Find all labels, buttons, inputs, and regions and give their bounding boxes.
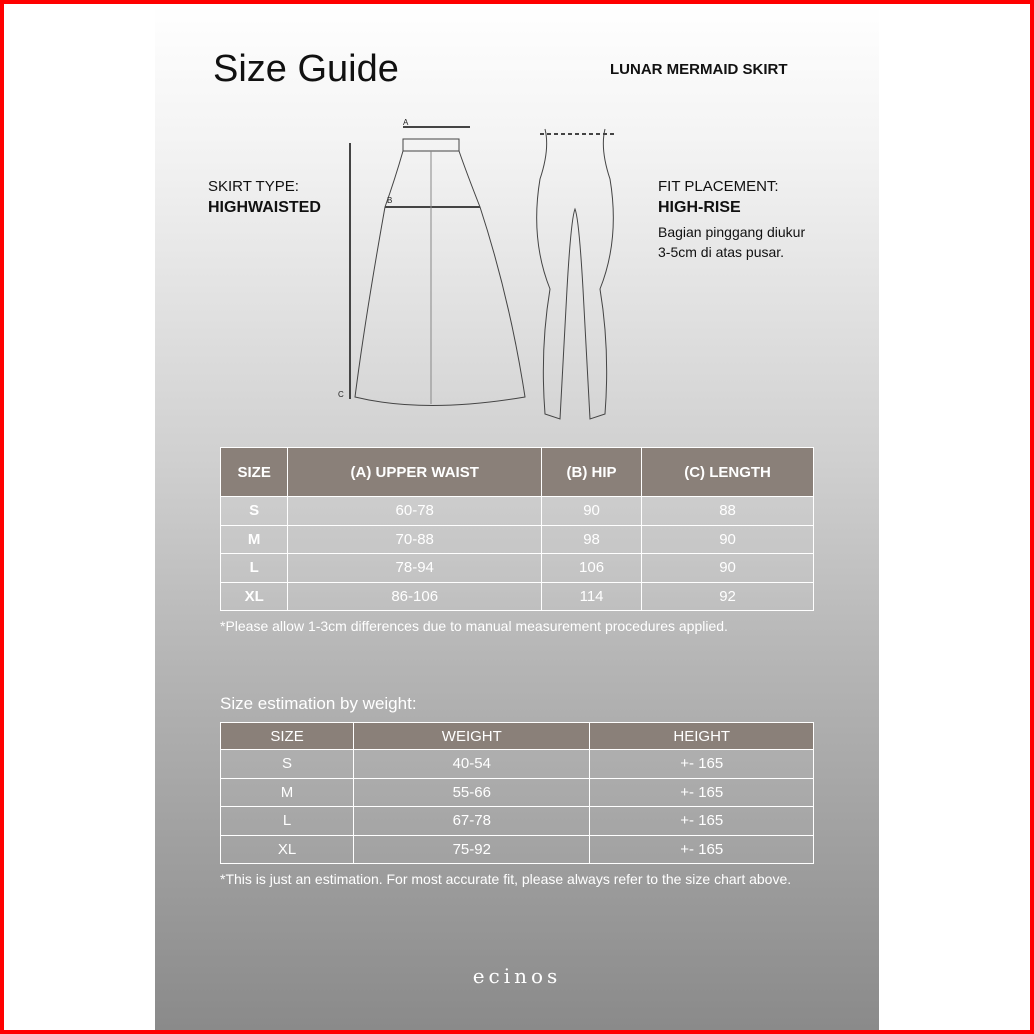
cell: +- 165 (590, 750, 814, 779)
table-row (221, 807, 814, 836)
cell: +- 165 (590, 835, 814, 864)
cell: 90 (642, 554, 814, 583)
cell: S (221, 497, 288, 526)
table-row (221, 582, 814, 611)
page-title: Size Guide (213, 48, 399, 90)
header-height: HEIGHT (590, 723, 814, 750)
cell: L (221, 554, 288, 583)
cell: 90 (642, 525, 814, 554)
fit-description-2: 3-5cm di atas pusar. (658, 244, 785, 260)
table-row (221, 778, 814, 807)
cell: 67-78 (354, 807, 590, 836)
size-chart-table (220, 447, 814, 611)
label-b: B (387, 196, 393, 205)
cell: 60-78 (288, 497, 542, 526)
cell: 86-106 (288, 582, 542, 611)
header-hip: (B) HIP (542, 448, 642, 497)
label-c: C (338, 390, 344, 399)
table-header-row (221, 723, 814, 750)
table-row (221, 525, 814, 554)
weight-chart-table (220, 722, 814, 864)
skirt-diagram (335, 119, 635, 429)
cell: 40-54 (354, 750, 590, 779)
cell: XL (221, 582, 288, 611)
table-row (221, 554, 814, 583)
table-header-row (221, 448, 814, 497)
size-guide-page (155, 4, 879, 1030)
cell: 75-92 (354, 835, 590, 864)
fit-placement-label: FIT PLACEMENT: (658, 178, 779, 195)
cell: 70-88 (288, 525, 542, 554)
table-row (221, 750, 814, 779)
cell: 90 (542, 497, 642, 526)
header-upper-waist: (A) UPPER WAIST (288, 448, 542, 497)
header-weight: WEIGHT (354, 723, 590, 750)
cell: +- 165 (590, 807, 814, 836)
cell: 114 (542, 582, 642, 611)
cell: +- 165 (590, 778, 814, 807)
cell: 98 (542, 525, 642, 554)
header-size: SIZE (221, 448, 288, 497)
table-row (221, 835, 814, 864)
header-length: (C) LENGTH (642, 448, 814, 497)
header-size: SIZE (221, 723, 354, 750)
label-a: A (403, 119, 409, 127)
fit-description-1: Bagian pinggang diukur (658, 224, 806, 240)
skirt-type-value: HIGHWAISTED (208, 199, 321, 216)
brand-logo: ecinos (472, 964, 562, 988)
cell: 92 (642, 582, 814, 611)
cell: 106 (542, 554, 642, 583)
fit-placement-value: HIGH-RISE (658, 199, 741, 216)
product-name: LUNAR MERMAID SKIRT (610, 61, 788, 78)
weight-chart-note: *This is just an estimation. For most accurate fit, please always refer to the size chart above. (220, 871, 792, 887)
table-row (221, 497, 814, 526)
cell: XL (221, 835, 354, 864)
size-chart-note: *Please allow 1-3cm differences due to manual measurement procedures applied. (220, 618, 728, 634)
cell: 88 (642, 497, 814, 526)
cell: M (221, 778, 354, 807)
weight-chart-title: Size estimation by weight: (220, 694, 417, 713)
cell: 55-66 (354, 778, 590, 807)
cell: S (221, 750, 354, 779)
skirt-type-label: SKIRT TYPE: (208, 178, 299, 195)
cell: L (221, 807, 354, 836)
cell: M (221, 525, 288, 554)
cell: 78-94 (288, 554, 542, 583)
